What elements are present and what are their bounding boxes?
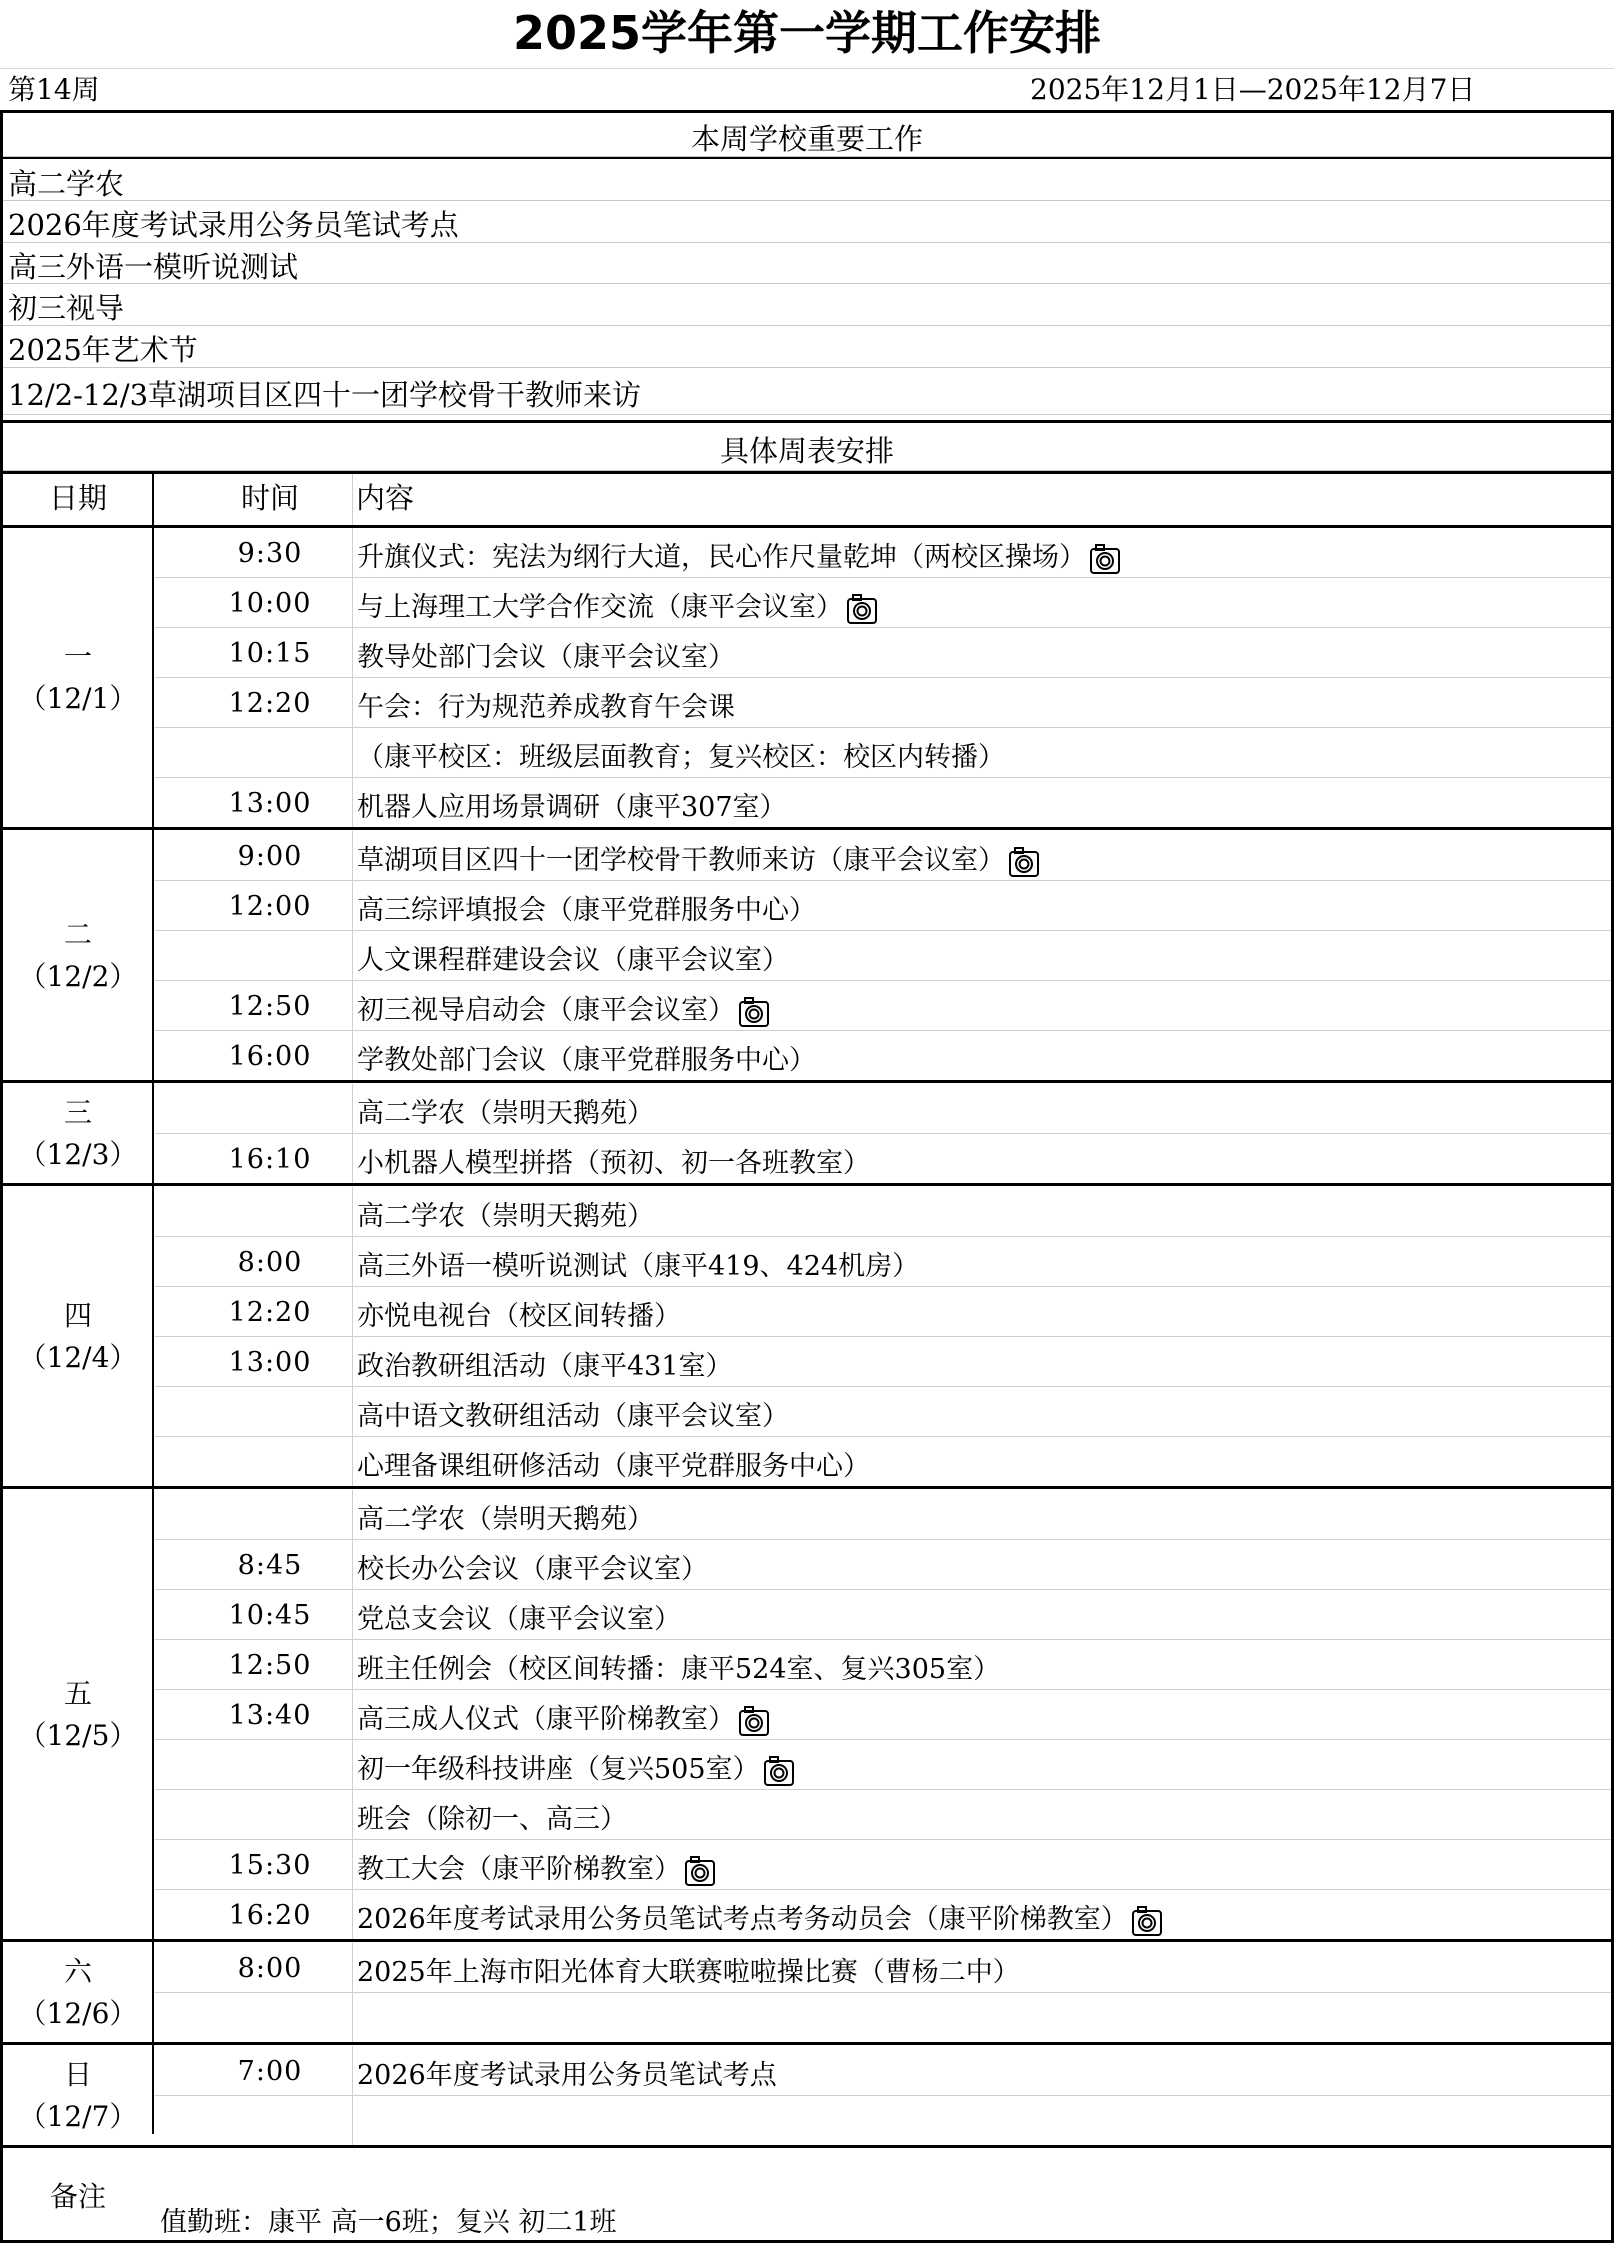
- day-label: [3, 2054, 153, 2138]
- camera-icon: [1088, 542, 1122, 576]
- day-name: 一: [63, 640, 92, 673]
- time-column-divider: [352, 578, 353, 628]
- entry-time: 15:30: [228, 1850, 312, 1881]
- entry-content: [357, 1444, 870, 1483]
- entry-time: 8:00: [237, 1953, 303, 1984]
- entry-content-text: 小机器人模型拼搭（预初、初一各班教室）: [357, 1148, 870, 1179]
- important-item-text: 高二学农: [8, 167, 125, 201]
- schedule-header-row: [3, 423, 1611, 471]
- schedule-row: [155, 2096, 1611, 2146]
- entry-content: [357, 1244, 919, 1283]
- schedule-row: [155, 1790, 1611, 1840]
- time-column-divider: [352, 628, 353, 678]
- important-header-row: [3, 113, 1611, 157]
- schedule-row: [155, 2046, 1611, 2096]
- entry-content: [357, 1091, 654, 1130]
- divider: [0, 157, 1614, 159]
- entry-content: [357, 1497, 654, 1536]
- camera-icon: [683, 1854, 717, 1888]
- entry-content: [357, 685, 735, 724]
- entry-time: 9:30: [237, 538, 303, 569]
- schedule-row: [155, 881, 1611, 931]
- schedule-row: [155, 678, 1611, 728]
- day-name: 日: [63, 2058, 92, 2091]
- important-header: 本周学校重要工作: [690, 122, 923, 156]
- important-item: [3, 368, 1611, 415]
- important-item: [3, 201, 1611, 243]
- time-column-divider: [352, 1134, 353, 1184]
- day-name: 三: [63, 1096, 92, 1129]
- entry-content-text: 高三成人仪式（康平阶梯教室）: [357, 1704, 735, 1735]
- day-divider: [0, 1183, 1614, 1186]
- important-item: [3, 326, 1611, 368]
- entry-content: [357, 785, 787, 824]
- camera-icon: [737, 995, 771, 1029]
- important-item: [3, 284, 1611, 326]
- entry-content-text: 2026年度考试录用公务员笔试考点: [357, 2060, 777, 2091]
- important-item: [3, 160, 1611, 201]
- entry-time: 13:00: [228, 788, 312, 819]
- schedule-row: [155, 1084, 1611, 1134]
- entry-content-text: 高二学农（崇明天鹅苑）: [357, 1098, 654, 1129]
- entry-content: [357, 1038, 816, 1077]
- entry-time: 13:40: [228, 1700, 312, 1731]
- entry-content-text: 午会：行为规范养成教育午会课: [357, 692, 735, 723]
- schedule-row: [155, 831, 1611, 881]
- time-column-divider: [352, 1031, 353, 1081]
- schedule-row: [155, 778, 1611, 828]
- day-label: [3, 914, 153, 998]
- entry-time: 12:20: [228, 1297, 312, 1328]
- camera-icon: [737, 1704, 771, 1738]
- entry-time: 9:00: [237, 841, 303, 872]
- schedule-row: [155, 1134, 1611, 1184]
- schedule-row: [155, 1993, 1611, 2043]
- day-divider: [0, 827, 1614, 830]
- camera-icon: [1007, 845, 1041, 879]
- entry-content-text: 高中语文教研组活动（康平会议室）: [357, 1401, 789, 1432]
- entry-time: 12:20: [228, 688, 312, 719]
- entry-content-text: 校长办公会议（康平会议室）: [357, 1554, 708, 1585]
- time-column-divider: [352, 1084, 353, 1134]
- schedule-row: [155, 728, 1611, 778]
- time-column-divider: [352, 778, 353, 828]
- time-column-divider: [352, 1690, 353, 1740]
- time-column-divider: [352, 1437, 353, 1487]
- time-column-divider: [352, 931, 353, 981]
- time-column-divider: [352, 1790, 353, 1840]
- entry-time: 12:50: [228, 991, 312, 1022]
- column-content: 内容: [356, 481, 415, 515]
- day-date: （12/5）: [18, 1719, 138, 1752]
- day-date: （12/3）: [18, 1138, 138, 1171]
- schedule-row: [155, 1490, 1611, 1540]
- entry-time: 8:45: [237, 1550, 303, 1581]
- entry-time: 16:00: [228, 1041, 312, 1072]
- time-column-divider: [352, 1890, 353, 1940]
- entry-content: [357, 1344, 733, 1383]
- entry-content-text: 党总支会议（康平会议室）: [357, 1604, 681, 1635]
- entry-content-text: 政治教研组活动（康平431室）: [357, 1351, 733, 1382]
- entry-content: [357, 888, 816, 927]
- entry-content-text: 高二学农（崇明天鹅苑）: [357, 1201, 654, 1232]
- day-label: [3, 636, 153, 720]
- entry-content-text: （康平校区：班级层面教育；复兴校区：校区内转播）: [357, 742, 1005, 773]
- entry-content: [357, 1897, 1164, 1938]
- entry-content-text: 草湖项目区四十一团学校骨干教师来访（康平会议室）: [357, 845, 1005, 876]
- schedule-row: [155, 1287, 1611, 1337]
- schedule-row: [155, 1740, 1611, 1790]
- day-label: [3, 1295, 153, 1379]
- day-divider: [0, 2145, 1614, 2148]
- schedule-row: [155, 931, 1611, 981]
- entry-time: 16:20: [228, 1900, 312, 1931]
- schedule-row: [155, 1943, 1611, 1993]
- entry-content: [357, 1394, 789, 1433]
- column-time: 时间: [240, 481, 299, 515]
- entry-content-text: 高二学农（崇明天鹅苑）: [357, 1504, 654, 1535]
- divider: [0, 68, 1614, 69]
- entry-content-text: 2026年度考试录用公务员笔试考点考务动员会（康平阶梯教室）: [357, 1904, 1128, 1935]
- camera-icon: [1130, 1904, 1164, 1938]
- remarks-label: 备注: [49, 2180, 106, 2213]
- important-item-text: 12/2-12/3草湖项目区四十一团学校骨干教师来访: [8, 378, 642, 412]
- day-date: （12/2）: [18, 960, 138, 993]
- time-column-divider: [352, 1590, 353, 1640]
- day-date: （12/6）: [18, 1997, 138, 2030]
- time-column-divider: [352, 1387, 353, 1437]
- entry-content: [357, 1597, 681, 1636]
- column-date: 日期: [48, 481, 107, 515]
- date-range: 2025年12月1日—2025年12月7日: [1030, 73, 1476, 106]
- entry-content: [357, 635, 735, 674]
- schedule-row: [155, 1337, 1611, 1387]
- time-column-divider: [352, 1840, 353, 1890]
- schedule-row: [155, 1031, 1611, 1081]
- time-column-divider: [352, 1993, 353, 2043]
- entry-content-text: 教工大会（康平阶梯教室）: [357, 1854, 681, 1885]
- entry-content-text: 2025年上海市阳光体育大联赛啦啦操比赛（曹杨二中）: [357, 1957, 1020, 1988]
- time-column-divider: [352, 474, 353, 528]
- schedule-row: [155, 1840, 1611, 1890]
- entry-content: [357, 735, 1005, 774]
- time-column-divider: [352, 1490, 353, 1540]
- schedule-row: [155, 1640, 1611, 1690]
- entry-content-text: 人文课程群建设会议（康平会议室）: [357, 945, 789, 976]
- time-column-divider: [352, 831, 353, 881]
- schedule-row: [155, 578, 1611, 628]
- day-divider: [0, 1486, 1614, 1489]
- day-name: 四: [63, 1299, 92, 1332]
- page-title: 2025学年第一学期工作安排: [512, 6, 1102, 60]
- time-column-divider: [352, 2046, 353, 2096]
- schedule-row: [155, 1187, 1611, 1237]
- entry-content: [357, 1847, 717, 1888]
- day-date: （12/4）: [18, 1341, 138, 1374]
- entry-content-text: 机器人应用场景调研（康平307室）: [357, 792, 787, 823]
- entry-time: 16:10: [228, 1144, 312, 1175]
- entry-time: 7:00: [237, 2056, 303, 2087]
- entry-content-text: 心理备课组研修活动（康平党群服务中心）: [357, 1451, 870, 1482]
- schedule-header: 具体周表安排: [719, 434, 894, 468]
- entry-time: 10:15: [228, 638, 312, 669]
- divider: [0, 471, 1614, 474]
- schedule-row: [155, 1237, 1611, 1287]
- entry-content: [357, 988, 771, 1029]
- entry-content-text: 升旗仪式：宪法为纲行大道，民心作尺量乾坤（两校区操场）: [357, 542, 1086, 573]
- schedule-row: [155, 981, 1611, 1031]
- entry-content-text: 班会（除初一、高三）: [357, 1804, 627, 1835]
- entry-content: [357, 1747, 796, 1788]
- entry-content: [357, 1950, 1020, 1989]
- time-column-divider: [352, 678, 353, 728]
- day-date: （12/7）: [18, 2100, 138, 2133]
- schedule-row: [155, 628, 1611, 678]
- entry-content: [357, 938, 789, 977]
- entry-content: [357, 838, 1041, 879]
- important-item-text: 初三视导: [8, 291, 125, 325]
- entry-content: [357, 1547, 708, 1586]
- time-column-divider: [352, 1287, 353, 1337]
- schedule-row: [155, 528, 1611, 578]
- day-label: [3, 1092, 153, 1176]
- entry-time: 8:00: [237, 1247, 303, 1278]
- entry-content-text: 初三视导启动会（康平会议室）: [357, 995, 735, 1026]
- time-column-divider: [352, 881, 353, 931]
- entry-content-text: 与上海理工大学合作交流（康平会议室）: [357, 592, 843, 623]
- schedule-row: [155, 1590, 1611, 1640]
- camera-icon: [762, 1754, 796, 1788]
- entry-content: [357, 1294, 681, 1333]
- entry-content-text: 学教处部门会议（康平党群服务中心）: [357, 1045, 816, 1076]
- duty-text: 值勤班：康平 高一6班；复兴 初二1班: [160, 2207, 617, 2238]
- entry-time: 10:45: [228, 1600, 312, 1631]
- time-column-divider: [352, 1337, 353, 1387]
- entry-content-text: 班主任例会（校区间转播：康平524室、复兴305室）: [357, 1654, 1001, 1685]
- entry-content-text: 亦悦电视台（校区间转播）: [357, 1301, 681, 1332]
- entry-content-text: 初一年级科技讲座（复兴505室）: [357, 1754, 760, 1785]
- time-column-divider: [352, 981, 353, 1031]
- entry-time: 13:00: [228, 1347, 312, 1378]
- day-divider: [0, 1939, 1614, 1942]
- entry-time: 10:00: [228, 588, 312, 619]
- schedule-row: [155, 1437, 1611, 1487]
- entry-time: 12:00: [228, 891, 312, 922]
- entry-content-text: 高三综评填报会（康平党群服务中心）: [357, 895, 816, 926]
- time-column-divider: [352, 1640, 353, 1690]
- schedule-row: [155, 1690, 1611, 1740]
- important-item-text: 高三外语一模听说测试: [8, 250, 299, 284]
- day-label: [3, 1951, 153, 2035]
- day-name: 二: [63, 918, 92, 951]
- important-item-text: 2026年度考试录用公务员笔试考点: [8, 208, 459, 242]
- entry-content-text: 教导处部门会议（康平会议室）: [357, 642, 735, 673]
- time-column-divider: [352, 1237, 353, 1287]
- day-date: （12/1）: [18, 682, 138, 715]
- time-column-divider: [352, 728, 353, 778]
- important-item: [3, 243, 1611, 284]
- day-name: 六: [63, 1955, 92, 1988]
- entry-content: [357, 1797, 627, 1836]
- entry-content-text: 高三外语一模听说测试（康平419、424机房）: [357, 1251, 920, 1282]
- time-column-divider: [352, 1943, 353, 1993]
- time-column-divider: [352, 528, 353, 578]
- time-column-divider: [352, 1540, 353, 1590]
- entry-content: [357, 1141, 870, 1180]
- schedule-row: [155, 1540, 1611, 1590]
- entry-time: 12:50: [228, 1650, 312, 1681]
- important-item-text: 2025年艺术节: [8, 333, 198, 367]
- entry-content: [357, 535, 1122, 576]
- time-column-divider: [352, 1740, 353, 1790]
- entry-content: [357, 1194, 654, 1233]
- time-column-divider: [352, 2096, 353, 2146]
- entry-content: [357, 1647, 1000, 1686]
- entry-content: [357, 1697, 771, 1738]
- day-name: 五: [63, 1677, 92, 1710]
- day-divider: [0, 2042, 1614, 2045]
- schedule-row: [155, 1387, 1611, 1437]
- time-column-divider: [352, 1187, 353, 1237]
- day-divider: [0, 1080, 1614, 1083]
- camera-icon: [845, 592, 879, 626]
- entry-content: [357, 585, 879, 626]
- schedule-row: [155, 1890, 1611, 1940]
- week-number: 第14周: [8, 73, 100, 106]
- day-label: [3, 1673, 153, 1757]
- entry-content: [357, 2053, 777, 2092]
